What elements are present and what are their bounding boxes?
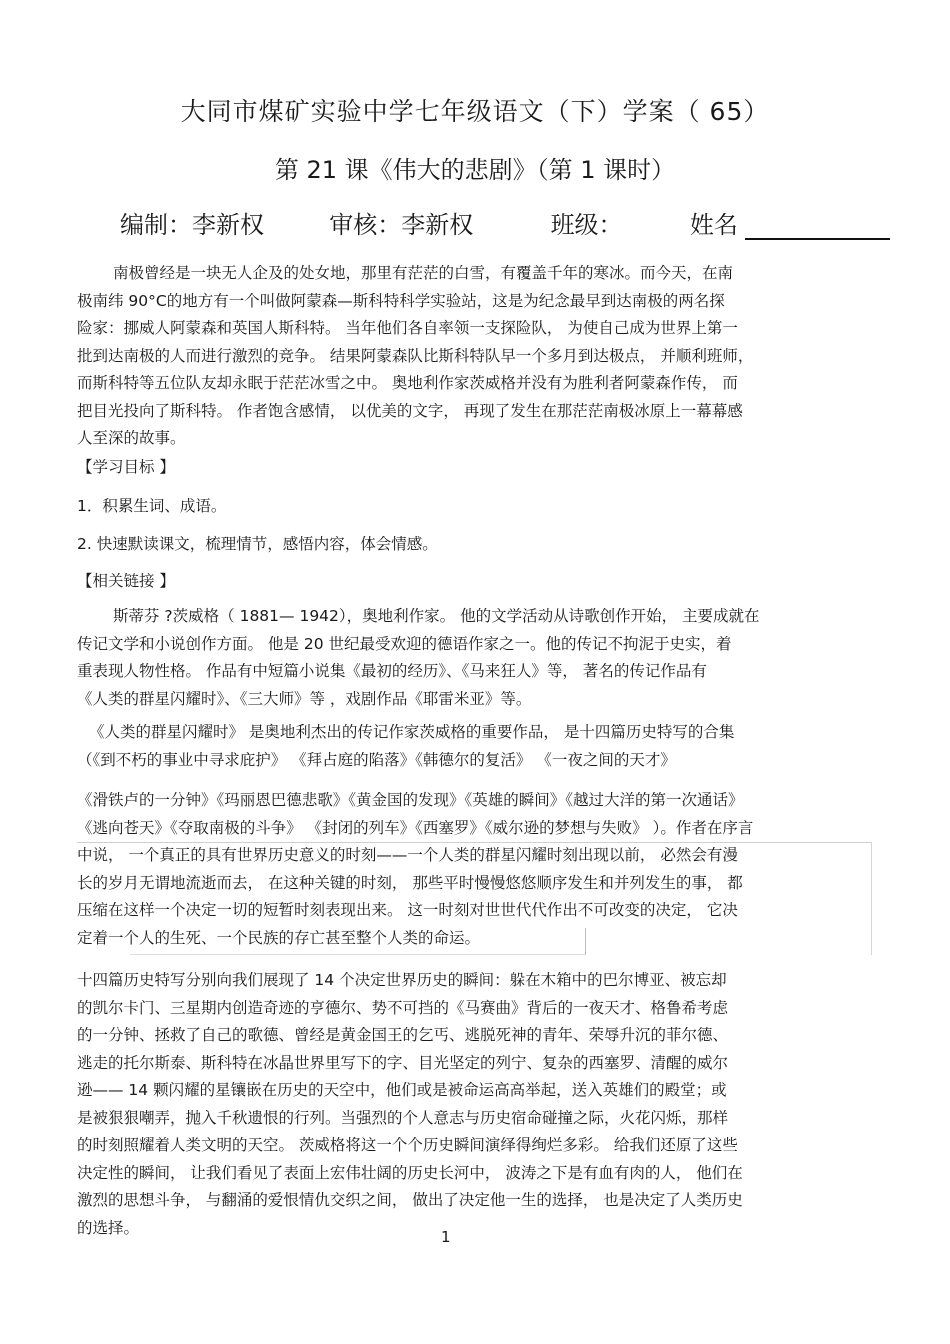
- text-line: 激烈的思想斗争， 与翻涌的爱恨情仇交织之间， 做出了决定他一生的选择， 也是决定了人类历史: [77, 1191, 743, 1209]
- text-line: 人至深的故事。: [77, 429, 186, 447]
- meta-row: [120, 205, 890, 240]
- text-line: 《逃向苍天》《夺取南极的斗争》 《封闭的列车》《西塞罗》《威尔逊的梦想与失败》 ）。作者在序言: [77, 818, 754, 837]
- text-line: 长的岁月无谓地流逝而去， 在这种关键的时刻， 那些平时慢慢悠悠顺序发生和并列发生的事， 都: [77, 873, 743, 892]
- text-line: 传记文学和小说创作方面。 他是 20 世纪最受欢迎的德语作家之一。他的传记不拘泥于史实，着: [77, 634, 732, 653]
- text-line: 中说， 一个真正的具有世界历史意义的时刻——一个人类的群星闪耀时刻出现以前， 必然会有漫: [77, 846, 738, 864]
- editor-label: 编制：李新权: [120, 211, 264, 239]
- text-line: （《到不朽的事业中寻求庇护》 《拜占庭的陷落》《韩德尔的复活》 《一夜之间的天才》: [77, 750, 676, 769]
- lesson-title: 第 21 课《伟大的悲剧》（第 1 课时）: [274, 156, 676, 184]
- text-line: 重表现人物性格。 作品有中短篇小说集《最初的经历》、《马来狂人》等， 著名的传记作品有: [77, 662, 707, 680]
- name-field[interactable]: [745, 216, 890, 240]
- text-line: 《滑铁卢的一分钟》《玛丽恩巴德悲歌》《黄金国的发现》《英雄的瞬间》《越过大洋的第一次通话》: [77, 791, 744, 809]
- class-label: 班级：: [550, 211, 623, 239]
- stories-paragraph: [77, 967, 877, 1242]
- text-line: 把目光投向了斯科特。 作者饱含感情， 以优美的文字， 再现了发生在那茫茫南极冰原上一幕幕感: [77, 401, 743, 420]
- text-line: 批到达南极的人而进行激烈的竞争。 结果阿蒙森队比斯科特队早一个多月到达极点， 并顺利班师，: [77, 346, 754, 365]
- text-line: 逊—— 14 颗闪耀的星镶嵌在历史的天空中，他们或是被命运高高举起，送入英雄们的殿堂；或: [77, 1081, 727, 1099]
- page-number: 1: [441, 1228, 451, 1246]
- book-paragraph-bottom: [77, 787, 877, 952]
- name-label: 姓名: [689, 211, 738, 239]
- text-line: 斯蒂芬 ?茨威格（ 1881— 1942），奥地利作家。 他的文学活动从诗歌创作开始， 主要成就在: [113, 607, 760, 625]
- objectives-heading: 【学习目标 】: [77, 458, 175, 476]
- document-title: 大同市煤矿实验中学七年级语文（下）学案（ 65）: [180, 97, 770, 126]
- author-paragraph: [77, 603, 877, 713]
- text-line: 压缩在这样一个决定一切的短暂时刻表现出来。 这一时刻对世世代代作出不可改变的决定， 它决: [77, 901, 738, 919]
- text-line: 的一分钟、拯救了自己的歌德、曾经是黄金国王的乞丐、逃脱死神的青年、荣辱升沉的菲尔德、: [77, 1026, 729, 1044]
- text-line: 《人类的群星闪耀时》、《三大师》等 ，戏剧作品《耶雷米亚》等。: [77, 689, 532, 708]
- intro-paragraph: [77, 260, 877, 453]
- text-line: 的选择。: [77, 1218, 140, 1237]
- text-line: 逃走的托尔斯泰、斯科特在冰晶世界里写下的字、目光坚定的列宁、复杂的西塞罗、清醒的威尔: [77, 1053, 729, 1072]
- text-line: 是被狠狠嘲弄，抛入千秋遗恨的行列。当强烈的个人意志与历史宿命碰撞之际，火花闪烁，那样: [77, 1108, 729, 1127]
- objective-item: 2. 快速默读课文，梳理情节，感悟内容，体会情感。: [77, 535, 438, 553]
- reviewer-label: 审核：李新权: [329, 211, 474, 239]
- text-line: 极南纬 90°C的地方有一个叫做阿蒙森—斯科特科学实验站，这是为纪念最早到达南极的两名探: [77, 291, 725, 310]
- text-line: 南极曾经是一块无人企及的处女地，那里有茫茫的白雪，有覆盖千年的寒冰。而今天，在南: [113, 264, 734, 282]
- text-line: 的凯尔卡门、三星期内创造奇迹的亨德尔、势不可挡的《马赛曲》背后的一夜天才、格鲁希考虑: [77, 998, 729, 1017]
- objective-item: 1．积累生词、成语。: [77, 497, 227, 515]
- text-line: 决定性的瞬间， 让我们看见了表面上宏伟壮阔的历史长河中， 波涛之下是有血有肉的人， 他们在: [77, 1163, 743, 1182]
- book-paragraph-top: [77, 719, 877, 774]
- text-line: 险家：挪威人阿蒙森和英国人斯科特。 当年他们各自率领一支探险队， 为使自己成为世界上第一: [77, 319, 738, 337]
- links-heading: 【相关链接 】: [77, 572, 175, 590]
- text-line: 《人类的群星闪耀时》 是奥地利杰出的传记作家茨威格的重要作品， 是十四篇历史特写的合集: [89, 723, 735, 741]
- text-line: 十四篇历史特写分别向我们展现了 14 个决定世界历史的瞬间：躲在木箱中的巴尔博亚、被忘却: [77, 971, 727, 989]
- text-line: 定着一个人的生死、一个民族的存亡甚至整个人类的命运。: [77, 928, 481, 947]
- text-line: 的时刻照耀着人类文明的天空。 茨威格将这一个个历史瞬间演绎得绚烂多彩。 给我们还原了这些: [77, 1136, 738, 1154]
- text-line: 而斯科特等五位队友却永眠于茫茫冰雪之中。 奥地利作家茨威格并没有为胜利者阿蒙森作传， 而: [77, 374, 738, 392]
